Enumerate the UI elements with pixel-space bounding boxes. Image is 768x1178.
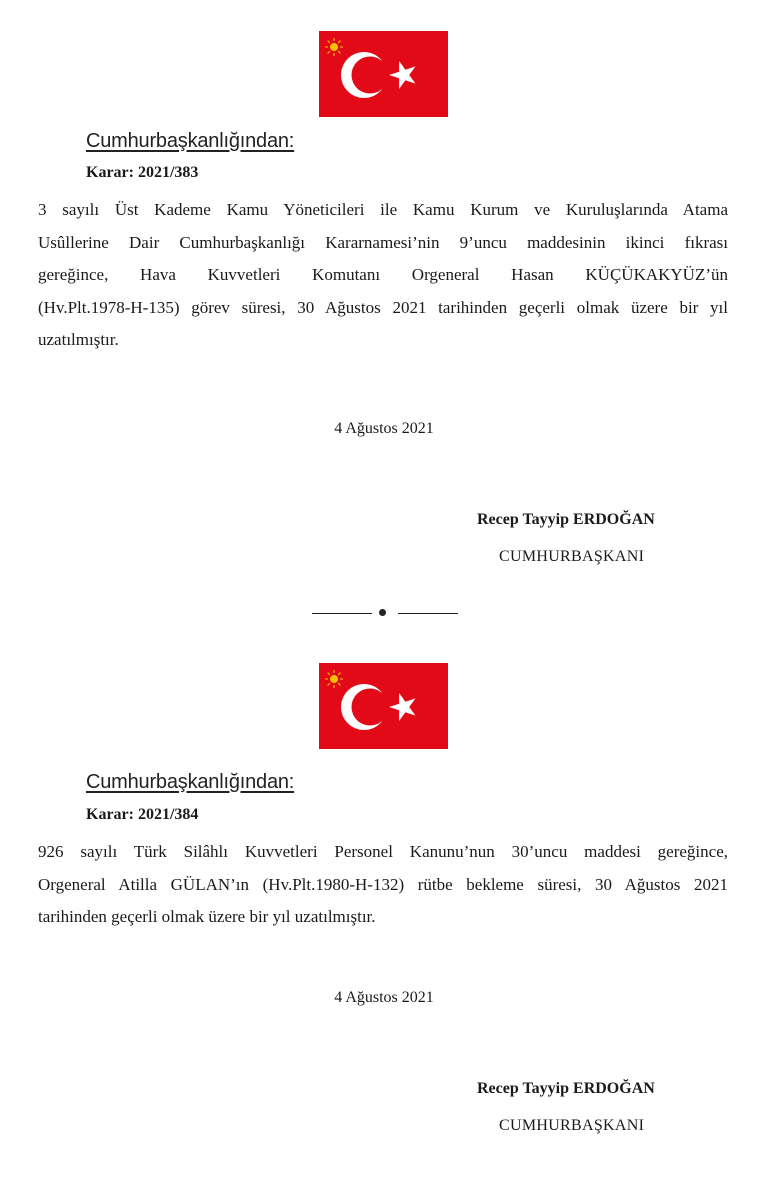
decision-body [38,836,728,934]
body-line: uzatılmıştır. [38,330,119,349]
body-line: gereğince, Hava Kuvvetleri Komutanı Orgeneral Hasan KÜÇÜKAKYÜZ’ün [38,265,728,284]
body-line: 3 sayılı Üst Kademe Kamu Yöneticileri ile Kamu Kurum ve Kuruluşlarında Atama [38,200,728,219]
body-line: (Hv.Plt.1978-H-135) görev süresi, 30 Ağustos 2021 tarihinden geçerli olmak üzere bir yıl [38,297,728,317]
decision-body [38,194,728,357]
body-line: Orgeneral Atilla GÜLAN’ın (Hv.Plt.1980-H-132) rütbe bekleme süresi, 30 Ağustos 2021 [38,874,728,894]
body-line: tarihinden geçerli olmak üzere bir yıl uzatılmıştır. [38,907,376,926]
body-line: 926 sayılı Türk Silâhlı Kuvvetleri Personel Kanunu’nun 30’uncu maddesi gereğince, [38,842,728,861]
issuer-heading: Cumhurbaşkanlığından: [86,130,295,152]
signer-name: Recep Tayyip ERDOĞAN [477,511,655,528]
body-line: Usûllerine Dair Cumhurbaşkanlığı Kararnamesi’nin 9’uncu maddesinin ikinci fıkrası [38,232,728,252]
separator-line [398,613,458,614]
separator-line [312,613,372,614]
signer-title: CUMHURBAŞKANI [499,1117,645,1134]
issuer-heading: Cumhurbaşkanlığından: [86,771,295,793]
decision-number: Karar: 2021/384 [86,806,199,823]
section-separator [312,600,458,620]
separator-dot-icon [379,609,386,616]
presidential-flag-icon [319,663,448,749]
signer-title: CUMHURBAŞKANI [499,548,645,565]
signer-name: Recep Tayyip ERDOĞAN [477,1080,655,1097]
decision-date: 4 Ağustos 2021 [334,420,434,437]
decision-number: Karar: 2021/383 [86,164,199,181]
presidential-flag-icon [319,31,448,117]
decision-date: 4 Ağustos 2021 [334,989,434,1006]
